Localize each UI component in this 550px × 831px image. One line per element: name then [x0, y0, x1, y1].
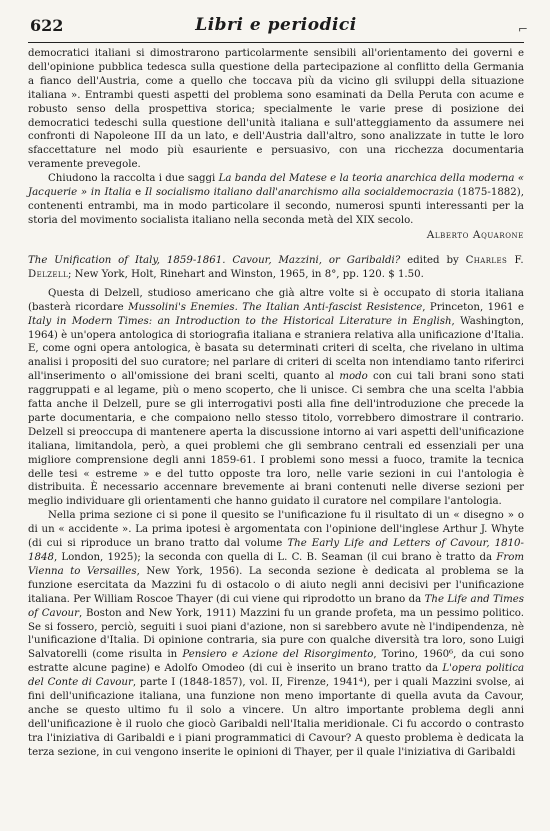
italic-title: L'opera politica del Conte di Cavour [28, 663, 525, 689]
publication-info: ; New York, Holt, Rinehart and Winston, 1965, in 8°, pp. 120. $ 1.50. [68, 268, 424, 280]
edited-by: edited by [400, 254, 466, 266]
text-run: , parte I (1848-1857), vol. II, Firenze, 1941⁴), per i quali Mazzini svolse, ai fini dell'unificazione italiana, una funzione non meno importante di quella avuta da Cavour, anche se questo ultimo fu il solo a vincere. Un altro importante problema degli anni dell'unificazione è il ruolo che giocò Garibaldi nell'Italia meridionale. Ci fu accordo o contrasto tra l'iniziativa di Garibaldi e i piani programmatici di Cavour? A questo problema è dedicata la terza sezione, in cui vengono inserite le opinioni di Thayer, per il quale l'iniziativa di Garibaldi [28, 677, 524, 758]
reviewer-signature: Alberto Aquarone [426, 228, 524, 241]
italic-title: La banda del Matese e la teoria anarchica della moderna « Jacquerie » in Italia [28, 173, 524, 199]
page-header [28, 12, 528, 43]
text-run: e [131, 187, 145, 199]
paragraph [28, 509, 524, 759]
text-run: Nella prima sezione ci si pone il quesito se l'unificazione fu il risultato di un « disegno » o di un « accidente ». La prima ipotesi è argomentata con l'opinione dell'inglese Arthur J. Whyte (di cui si riproduce un brano tratto dal volume [28, 510, 524, 550]
previous-review-continuation [28, 47, 524, 242]
text-run: , Washington, 1964) è un'opera antologica di storiografia italiana e straniera relativa alla unificazione d'Italia. E, come ogni opera antologica, è basata su determinati criteri di scelta, che rivelano in ultima analisi i propositi del suo curatore; nel parlare di criteri di scelta non intendiamo tanto riferirci all'inserimento o all'omissione dei brani scelti, quanto al [28, 315, 524, 383]
paragraph: democratici italiani si dimostrarono particolarmente sensibili all'orientamento dei governi e dell'opinione pubblica tedesca sulla questione della partecipazione al conflitto della Germania a fianco dell'Austria, come a quello che toccava più da vicino gli sviluppi della situazione italiana ». Entrambi questi aspetti del problema sono esaminati da Della Peruta con acume e robusto senso della prospettiva storica; specialmente le varie prese di posizione dei democratici tedeschi sulla questione dell'unità italiana e sull'atteggiamento da assumere nei confronti di Napoleone III da un lato, e dell'Austria dall'altro, sono analizzate in tutte le loro sfaccettature nel modo più esauriente e persuasivo, con una ricchezza documentaria veramente prevegole. [28, 48, 524, 171]
book-title: The Unification of Italy, 1859-1861. Cavour, Mazzini, or Garibaldi? [28, 254, 401, 266]
text-run: , New York, 1956). La seconda sezione è dedicata al problema se la funzione esercitata da Mazzini fu di ostacolo o di aiuto negli anni decisivi per l'unificazione italiana. Per William Roscoe Thayer (di cui viene qui riprodotto un brano da [28, 565, 524, 605]
editor-name: Charles F. Delzell [28, 254, 524, 280]
text-run: Questa di Delzell, studioso americano che già altre volte si è occupato di storia italiana (basterà ricordare [28, 287, 524, 313]
review-body [28, 287, 524, 760]
margin-mark-icon: ⌐ [517, 22, 528, 36]
italic-title: Italy in Modern Times: an Introduction to the Historical Literature in English [28, 315, 452, 327]
italic-title: Il socialismo italiano dall'anarchismo alla socialdemocrazia [144, 187, 454, 199]
italic-title: Pensiero e Azione del Risorgimento [182, 649, 374, 661]
text-run: , Princeton, 1961 e [422, 301, 524, 313]
document-page [28, 12, 528, 760]
italic-title: From Vienna to Versailles [28, 552, 524, 577]
paragraph [28, 172, 524, 228]
text-run: , London, 1925); la seconda con quella di L. C. B. Seaman (il cui brano è tratto da [53, 552, 497, 563]
italic-word: modo [339, 371, 368, 383]
text-run: , Torino, 1960⁶, da cui sono estratte alcune pagine) e Adolfo Omodeo (di cui è inserito un brano tratto da [28, 649, 524, 675]
page-number: 622 [30, 16, 64, 35]
text-run: Chiudono la raccolta i due saggi [48, 173, 219, 185]
paragraph [28, 287, 524, 510]
review-citation [28, 254, 524, 282]
running-title: Libri e periodici [195, 15, 357, 35]
italic-title: The Life and Times of Cavour [28, 593, 524, 619]
text-run: con cui tali brani sono stati raggruppati e al legame, più o meno scoperto, che li unisce. Ci sembra che una scelta l'abbia fatta anche il Delzell, pure se gli interrogativi posti alla fine dell'introduzione che precede la parte documentaria, e che compaiono nello stesso titolo, vorrebbero dimostrare il contrario. Delzell si preoccupa di mantenere aperta la discussione intorno ai vari aspetti dell'unificazione italiana, limitandola, però, a quei problemi che gli sembrano centrali ed essenziali per una migliore comprensione degli anni 1859-61. I problemi sono messi a fuoco, tramite la tecnica delle tesi « estreme » e del tutto opposte tra loro, nelle varie sezioni in cui l'antologia è distribuita. È necessario accennare brevemente ai brani contenuti nelle diverse sezioni per meglio individuare gli orientamenti che hanno guidato il curatore nel compilare l'antologia. [28, 371, 524, 508]
italic-title: The Early Life and Letters of Cavour, 1810-1848 [28, 538, 524, 563]
text-run: (1875-1882), contenenti entrambi, ma in modo particolare il secondo, numerosi spunti interessanti per la storia del movimento socialista italiano nella seconda metà del XIX secolo. [28, 187, 524, 226]
italic-title: Mussolini's Enemies. The Italian Anti-fascist Resistence [128, 301, 423, 313]
text-run: , Boston and New York, 1911) Mazzini fu un grande profeta, ma un pessimo politico. Se si fossero, perciò, seguiti i suoi piani d'azione, non si sarebbero avute nè l'indipendenza, nè l'unificazione d'Italia. Di opinione contraria, sia pure con qualche diversità tra loro, sono Luigi Salvatorelli (come risulta in [28, 607, 524, 661]
